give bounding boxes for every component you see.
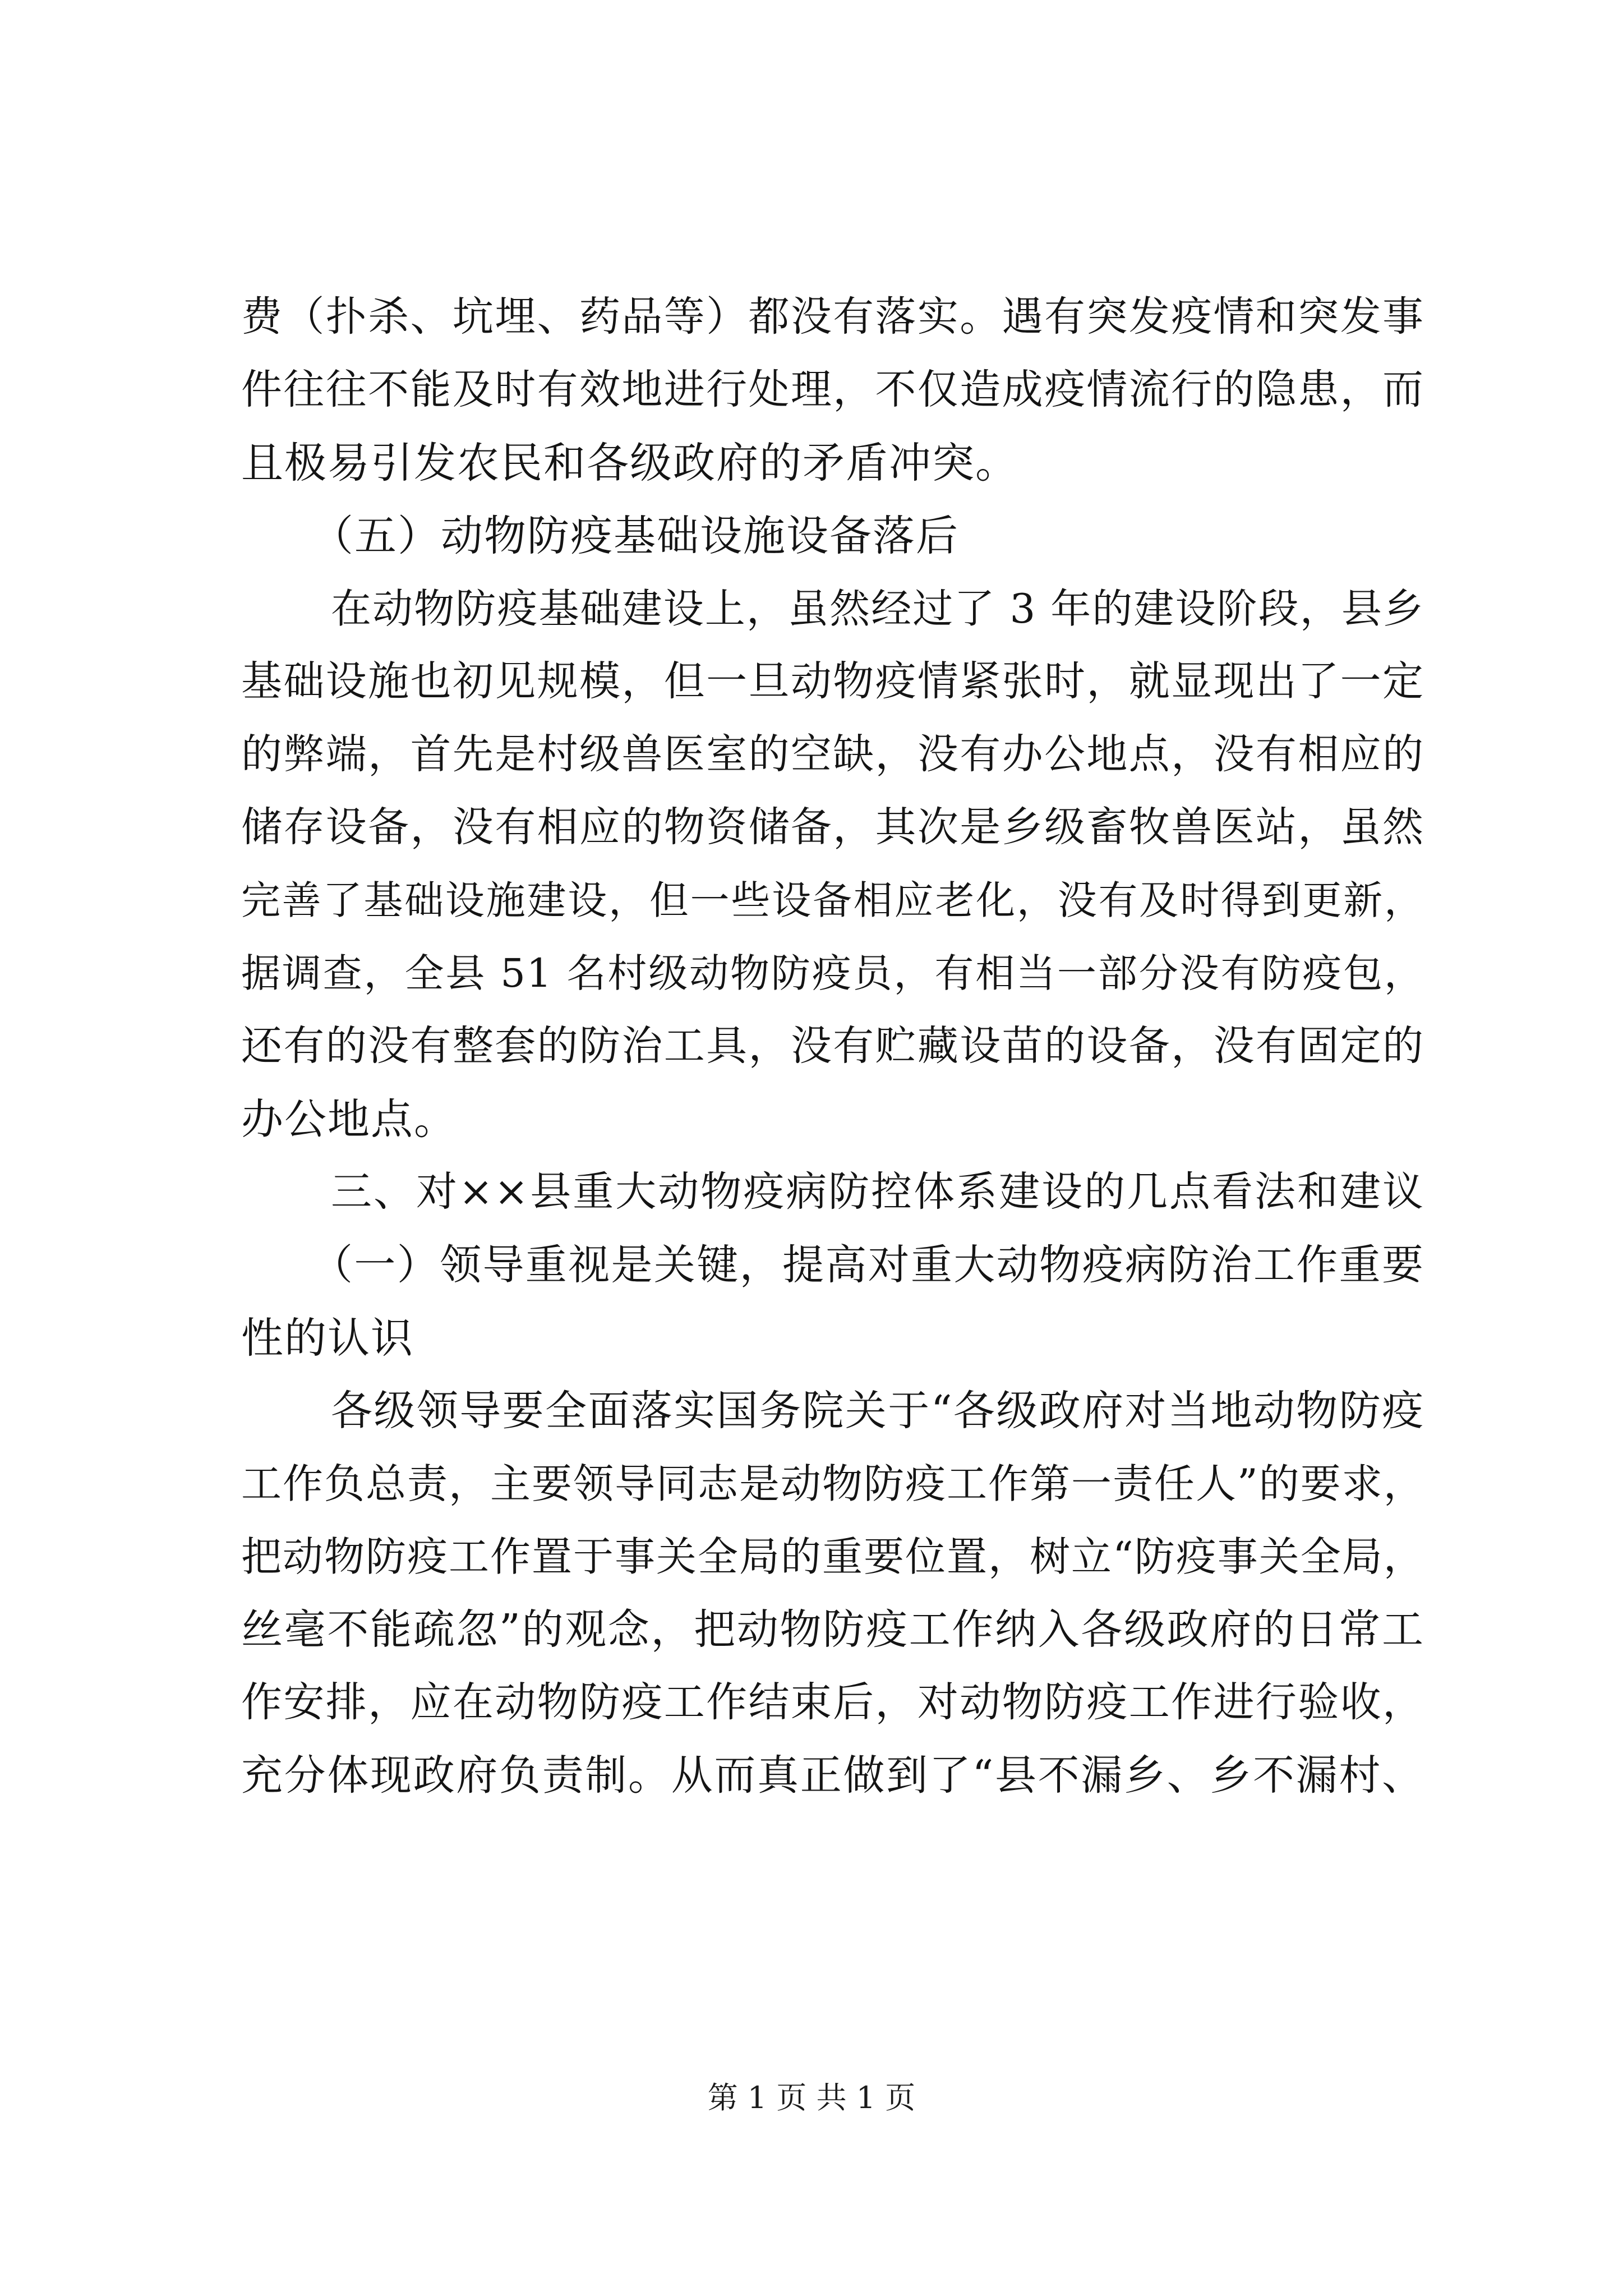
text-line-7: 的弊端，首先是村级兽医室的空缺，没有办公地点，没有相应的: [241, 730, 1424, 778]
page-footer: 第 1 页 共 1 页: [707, 2080, 916, 2115]
text-line-2: 件往往不能及时有效地进行处理，不仅造成疫情流行的隐患，而: [241, 366, 1424, 413]
text-line-21: 充分体现政府负责制。从而真正做到了“县不漏乡、乡不漏村、: [241, 1751, 1424, 1800]
section-heading-3: 三、对××县重大动物疫病防控体系建设的几点看法和建议: [331, 1168, 1424, 1216]
text-line-5: 在动物防疫基础建设上，虽然经过了 3 年的建设阶段，县乡: [331, 585, 1424, 632]
text-line-16: 各级领导要全面落实国务院关于“各级政府对当地动物防疫: [331, 1387, 1424, 1435]
text-line-20: 作安排，应在动物防疫工作结束后，对动物防疫工作进行验收，: [241, 1678, 1424, 1726]
subsection-heading-1: （一）领导重视是关键，提高对重大动物疫病防治工作重要: [311, 1241, 1424, 1289]
text-line-18: 把动物防疫工作置于事关全局的重要位置，树立“防疫事关全局，: [241, 1533, 1425, 1580]
section-heading-5: （五）动物防疫基础设施设备落后: [311, 511, 960, 560]
text-line-6: 基础设施也初见规模，但一旦动物疫情紧张时，就显现出了一定: [241, 657, 1424, 705]
text-line-9: 完善了基础设施建设，但一些设备相应老化，没有及时得到更新，: [241, 877, 1424, 923]
subsection-heading-1-cont: 性的认识: [241, 1313, 414, 1363]
text-line-1: 费（扑杀、坑埋、药品等）都没有落实。遇有突发疫情和突发事: [241, 293, 1424, 341]
text-line-19: 丝毫不能疏忽”的观念，把动物防疫工作纳入各级政府的日常工: [241, 1605, 1424, 1654]
text-line-10: 据调查，全县 51 名村级动物防疫员，有相当一部分没有防疫包，: [241, 950, 1424, 996]
text-line-8: 储存设备，没有相应的物资储备，其次是乡级畜牧兽医站，虽然: [241, 803, 1424, 851]
text-line-12: 办公地点。: [241, 1094, 458, 1144]
text-line-17: 工作负总责，主要领导同志是动物防疫工作第一责任人”的要求，: [241, 1460, 1425, 1507]
text-line-3: 且极易引发农民和各级政府的矛盾冲突。: [241, 438, 1019, 487]
text-line-11: 还有的没有整套的防治工具，没有贮藏设苗的设备，没有固定的: [241, 1022, 1424, 1070]
